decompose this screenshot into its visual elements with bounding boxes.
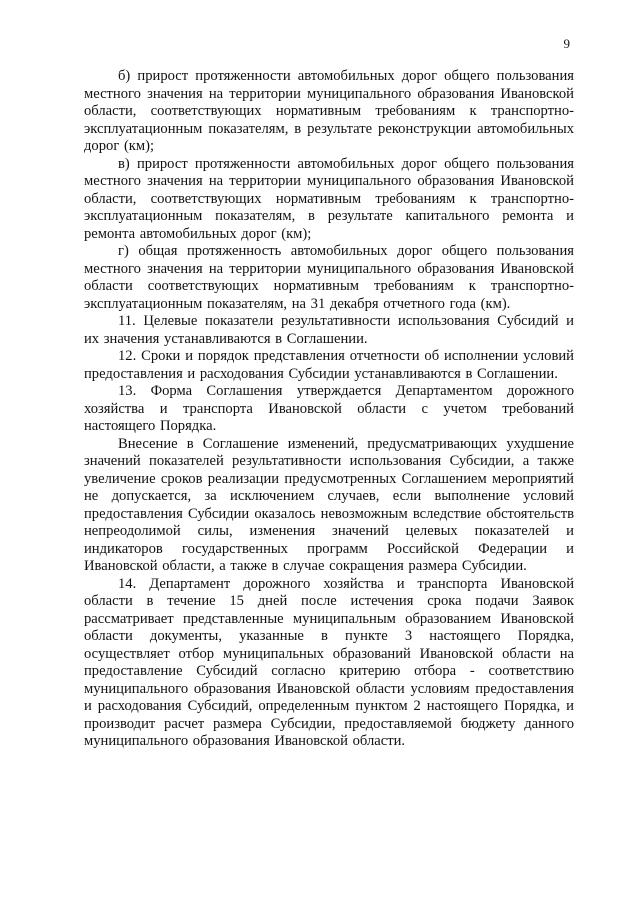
document-body bbox=[84, 68, 574, 751]
page-number: 9 bbox=[563, 36, 570, 51]
paragraph-14: 14. Департамент дорожного хозяйства и транспорта Ивановской области в течение 15 дней после истечения срока подачи Заявок рассматривает представленные муниципальным образованием Ивановской области документы, указанные в пункте 3 настоящего Порядка, осуществляет отбор муниципальных образований Ивановской области на предоставление Субсидий согласно критерию отбора - соответствию муниципального образования Ивановской области условиям предоставления и расходования Субсидий, определенным пунктом 2 настоящего Порядка, и производит расчет размера Субсидии, предоставляемой бюджету данного муниципального образования Ивановской области. bbox=[84, 575, 574, 749]
paragraph-v: в) прирост протяженности автомобильных дорог общего пользования местного значения на территории муниципального образования Ивановской области, соответствующих нормативным требованиям к транспортно-эксплуатационным показателям, в результате капитального ремонта и ремонта автомобильных дорог (км); bbox=[84, 155, 574, 242]
paragraph-13-amendments: Внесение в Соглашение изменений, предусматривающих ухудшение значений показателей результативности использования Субсидии, а также увеличение сроков реализации предусмотренных Соглашением мероприятий не допускается, за исключением случаев, если выполнение условий предоставления Субсидии оказалось невозможным вследствие обстоятельств непреодолимой силы, изменения значений целевых показателей и индикаторов государственных программ Российской Федерации и Ивановской области, а также в случае сокращения размера Субсидии. bbox=[84, 435, 574, 574]
paragraph-b: б) прирост протяженности автомобильных дорог общего пользования местного значения на территории муниципального образования Ивановской области, соответствующих нормативным требованиям к транспортно-эксплуатационным показателям, в результате реконструкции автомобильных дорог (км); bbox=[84, 68, 574, 154]
paragraph-g: г) общая протяженность автомобильных дорог общего пользования местного значения на территории муниципального образования Ивановской области соответствующих нормативным требованиям к транспортно-эксплуатационным показателям, на 31 декабря отчетного года (км). bbox=[84, 243, 574, 312]
paragraph-13: 13. Форма Соглашения утверждается Департаментом дорожного хозяйства и транспорта Ивановской области с учетом требований настоящего Порядка. bbox=[84, 383, 574, 434]
paragraph-12: 12. Сроки и порядок представления отчетности об исполнении условий предоставления и расходования Субсидии устанавливаются в Соглашении. bbox=[84, 348, 574, 382]
paragraph-11: 11. Целевые показатели результативности использования Субсидий и их значения устанавливаются в Соглашении. bbox=[84, 313, 574, 347]
